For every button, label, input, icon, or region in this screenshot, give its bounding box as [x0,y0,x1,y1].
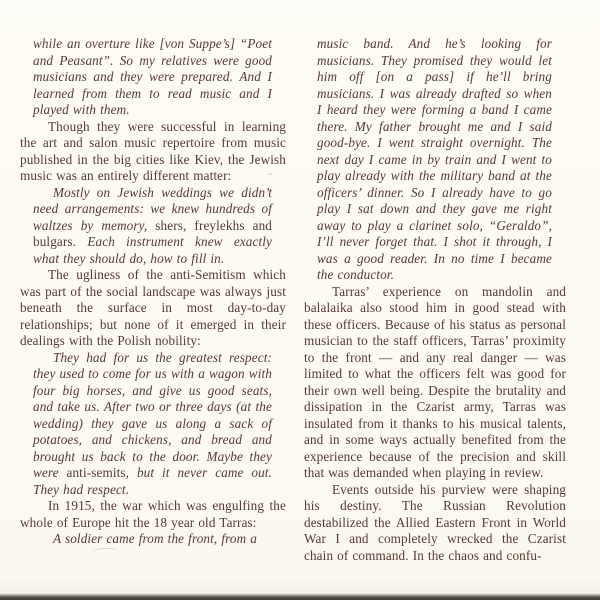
paragraph-narration [20,498,286,531]
paragraph-narration [304,284,566,482]
paragraph-quote [33,185,272,268]
text-segment-italic: They had for us the greatest respect: they used to come for us with a wagon with four big horses, and give us good seats, and take us. After two or three days (at the wedding) they gave us along a sack of potatoes, and chickens, and bread and brought us back to the door. Maybe they were [33,349,272,480]
paragraph-narration [304,482,566,565]
right-text-column [304,36,566,592]
text-segment-roman: Tarras’ experience on mandolin and balalaika also stood him in good stead with these officers. Because of his status as personal musician to the staff officers, Tarras’ proximity to the front — and any real danger — was limited to what the officers felt was good for their own well being. Despite the brutality and dissipation in the Czarist army, Tarras was insulated from it thanks to his musical talents, and in some ways actually benefited from the experience because of the precision and skill that was demanded when playing in review. [304,283,566,480]
scan-artifact-dash: - [266,165,273,181]
paragraph-quote [33,350,272,499]
paragraph-quote [317,36,552,284]
left-text-column [20,36,286,592]
scan-bottom-edge [0,593,600,600]
paragraph-quote [33,531,272,548]
text-segment-italic: Mostly on Jewish weddings we didn’t need arrangements: we knew hundreds of waltzes by memory, [33,184,272,233]
text-segment-italic: while an overture like [von Suppe’s] “Poet and Peasant”. So my relatives were good musicians and they were prepared. And I learned from them to read music and I played with them. [33,36,272,117]
text-segment-roman: Events outside his purview were shaping his destiny. The Russian Revolution destabilized the Allied Eastern Front in World War I and completely wrecked the Czarist chain of command. In the chaos and confu- [304,481,566,563]
text-segment-roman: anti-semits, [66,465,130,480]
text-segment-roman: In 1915, the war which was engulfing the whole of Europe hit the 18 year old Tarras: [20,498,286,530]
text-segment-italic: music band. And he’s looking for musicians. They promised they would let him off [on a pass] if he’ll bring musicians. I was already drafted so when I heard they were forming a band I came there. My father brought me and I said good-bye. I went straight overnight. The next day I came in by train and I went to play already with the military band at the officers’ dinner. So I already have to go play I sat down and they gave me right away to play a clarinet solo, “Geraldo”, I’ll never forget that. I shot it through, I was a good reader. In no time I became the conductor. [317,36,552,282]
paragraph-narration [20,119,286,185]
text-segment-italic: but it never came out. They had respect. [33,465,272,497]
text-segment-roman: The ugliness of the anti-Semitism which was part of the social landscape was always just beneath the surface in most day-to-day relationships; but none of it emerged in their dealings with the Polish nobility: [20,267,286,348]
text-segment-roman: shers, freylekhs and bulgars. [33,217,272,249]
text-segment-italic: A soldier came from the front, from a [53,531,257,546]
text-segment-italic: Each instrument knew exactly what they should do, how to fill in. [33,234,272,266]
text-segment-roman: Though they were successful in learning the art and salon music repertoire from music published in the big cities like Kiev, the Jewish music was an entirely different matter: [20,118,286,183]
paragraph-narration [20,267,286,350]
paragraph-quote [33,36,272,119]
